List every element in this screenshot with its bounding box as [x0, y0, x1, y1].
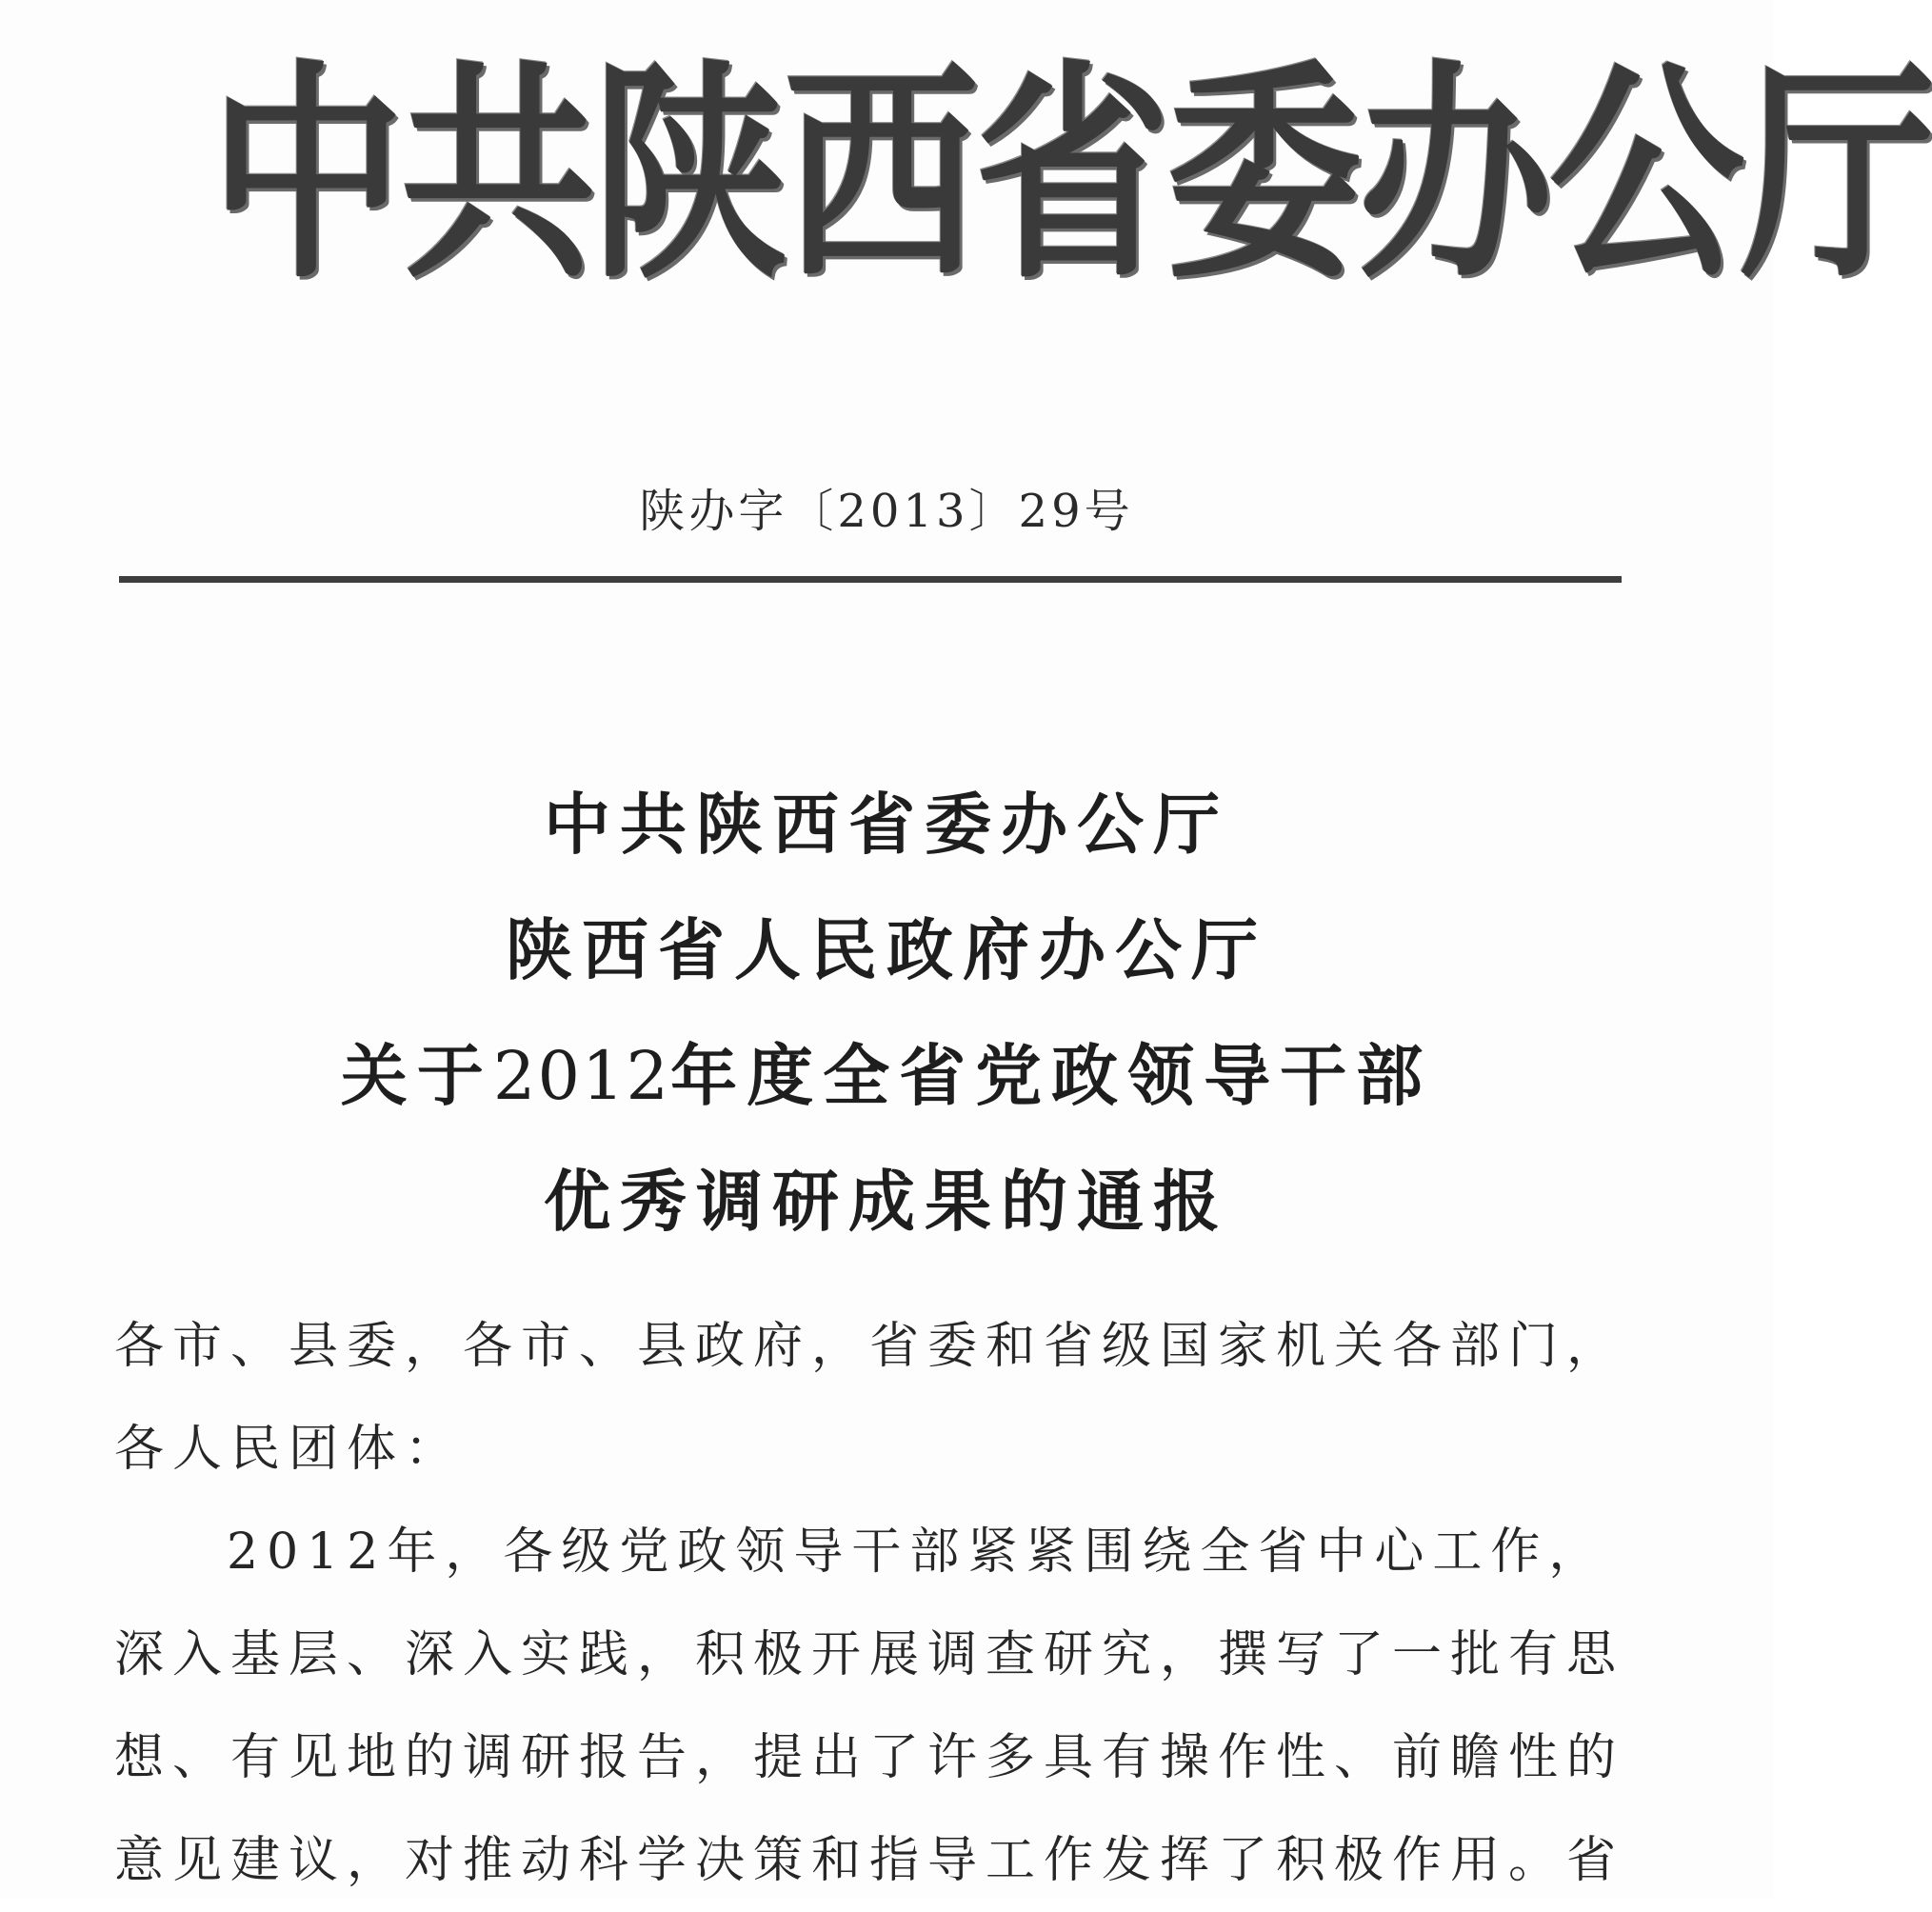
title-line-3-suffix: 年度全省党政领导干部	[670, 1037, 1433, 1115]
title-line-3-prefix: 关于	[340, 1037, 493, 1115]
paragraph-line-1: 2012年，各级党政领导干部紧紧围绕全省中心工作，	[227, 1524, 1607, 1581]
addressee-line-1: 各市、县委，各市、县政府，省委和省级国家机关各部门，	[114, 1318, 1625, 1375]
title-line-3	[0, 1013, 1773, 1139]
document-body	[114, 1295, 1625, 1912]
title-line-2: 陕西省人民政府办公厅	[506, 911, 1267, 989]
masthead-title	[209, 38, 1932, 314]
title-line-4: 优秀调研成果的通报	[544, 1163, 1229, 1241]
masthead-char: 厅	[1741, 41, 1932, 309]
masthead-char: 委	[1166, 41, 1358, 309]
paragraph-line-3: 想、有见地的调研报告，提出了许多具有操作性、前瞻性的	[114, 1729, 1625, 1786]
document-number: 陕办字〔2013〕29号	[639, 485, 1134, 538]
addressee-line-2: 各人民团体：	[114, 1421, 464, 1478]
masthead-char: 陕	[592, 41, 784, 309]
masthead-char: 中	[209, 41, 401, 309]
masthead-char: 西	[784, 41, 975, 309]
paragraph-line-2: 深入基层、深入实践，积极开展调查研究，撰写了一批有思	[114, 1626, 1625, 1683]
masthead-char: 共	[401, 41, 592, 309]
masthead-char: 省	[975, 41, 1166, 309]
masthead-char: 公	[1549, 41, 1741, 309]
paragraph-line-4: 意见建议，对推动科学决策和指导工作发挥了积极作用。省	[114, 1832, 1625, 1889]
header-divider	[119, 576, 1622, 583]
title-year: 2012	[492, 1037, 671, 1115]
title-line-1: 中共陕西省委办公厅	[544, 786, 1229, 864]
document-title	[0, 762, 1773, 1265]
masthead-char: 办	[1358, 41, 1549, 309]
